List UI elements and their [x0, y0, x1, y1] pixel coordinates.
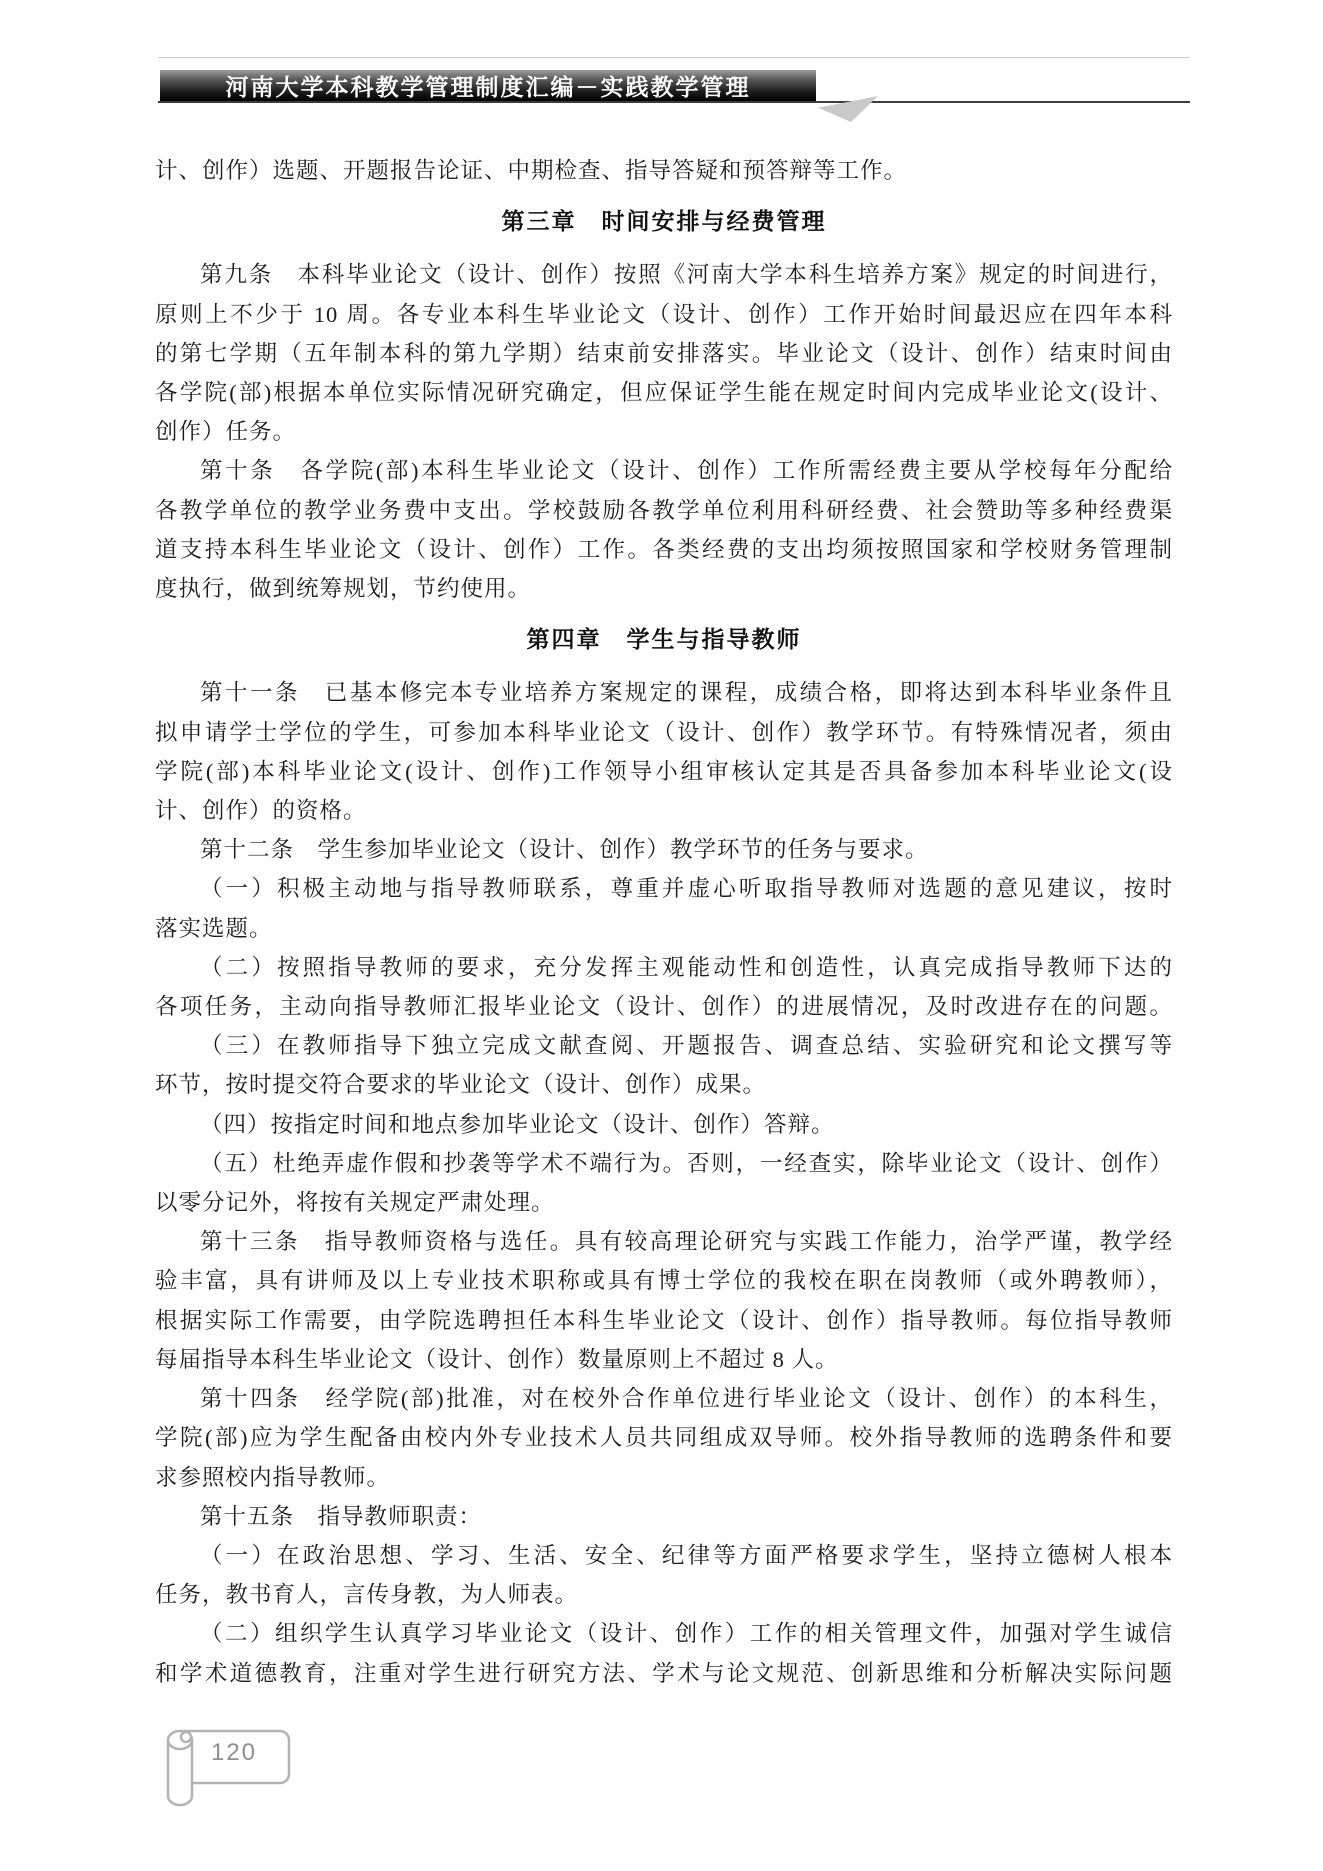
- text-line: 和学术道德教育，注重对学生进行研究方法、学术与论文规范、创新思维和分析解决实际问题: [155, 1660, 1173, 1686]
- text-line: 学院(部)应为学生配备由校内外专业技术人员共同组成双导师。校外指导教师的选聘条件和要: [155, 1425, 1173, 1451]
- header-bottom-rule: [158, 101, 1190, 103]
- text-line: 环节，按时提交符合要求的毕业论文（设计、创作）成果。: [155, 1072, 767, 1098]
- chapter-heading: 第四章 学生与指导教师: [526, 626, 802, 653]
- text-line: （一）在政治思想、学习、生活、安全、纪律等方面严格要求学生，坚持立德树人根本: [200, 1542, 1173, 1568]
- text-line: （二）组织学生认真学习毕业论文（设计、创作）工作的相关管理文件，加强对学生诚信: [200, 1621, 1173, 1647]
- text-line: 落实选题。: [155, 915, 273, 941]
- text-line: 求参照校内指导教师。: [155, 1464, 391, 1490]
- text-line: 第九条 本科毕业论文（设计、创作）按照《河南大学本科生培养方案》规定的时间进行，: [200, 262, 1173, 288]
- text-line: 验丰富，具有讲师及以上专业技术职称或具有博士学位的我校在职在岗教师（或外聘教师），: [155, 1268, 1173, 1294]
- text-line: 第十四条 经学院(部)批准，对在校外合作单位进行毕业论文（设计、创作）的本科生，: [200, 1386, 1173, 1412]
- page-footer: [160, 1726, 360, 1816]
- text-line: 学院(部)本科毕业论文(设计、创作)工作领导小组审核认定其是否具备参加本科毕业论文(设: [155, 758, 1173, 784]
- text-line: 各项任务，主动向指导教师汇报毕业论文（设计、创作）的进展情况，及时改进存在的问题。: [155, 994, 1173, 1020]
- text-line: 计、创作）的资格。: [155, 798, 367, 824]
- text-line: 第十二条 学生参加毕业论文（设计、创作）教学环节的任务与要求。: [200, 837, 929, 863]
- text-line: 任务，教书育人，言传身教，为人师表。: [155, 1582, 579, 1608]
- text-line: 第十一条 已基本修完本专业培养方案规定的课程，成绩合格，即将达到本科毕业条件且: [200, 680, 1173, 706]
- text-line: 计、创作）选题、开题报告论证、中期检查、指导答疑和预答辩等工作。: [155, 158, 908, 183]
- text-line: 根据实际工作需要，由学院选聘担任本科生毕业论文（设计、创作）指导教师。每位指导教师: [155, 1307, 1173, 1333]
- text-line: （三）在教师指导下独立完成文献查阅、开题报告、调查总结、实验研究和论文撰写等: [200, 1033, 1173, 1059]
- text-line: （一）积极主动地与指导教师联系，尊重并虚心听取指导教师对选题的意见建议，按时: [200, 876, 1173, 902]
- header-title: 河南大学本科教学管理制度汇编－实践教学管理: [225, 75, 751, 100]
- text-line: 原则上不少于 10 周。各专业本科生毕业论文（设计、创作）工作开始时间最迟应在四年本科: [155, 301, 1173, 327]
- text-line: （四）按指定时间和地点参加毕业论文（设计、创作）答辩。: [200, 1111, 835, 1137]
- page-number: 120: [210, 1739, 258, 1766]
- text-line: 各教学单位的教学业务费中支出。学校鼓励各教学单位利用科研经费、社会赞助等多种经费渠: [155, 497, 1173, 523]
- text-line: 以零分记外，将按有关规定严肃处理。: [155, 1190, 555, 1216]
- text-line: 创作）任务。: [155, 419, 297, 445]
- text-line: 度执行，做到统筹规划，节约使用。: [155, 576, 532, 602]
- header-banner: [160, 70, 816, 101]
- text-line: 第十条 各学院(部)本科生毕业论文（设计、创作）工作所需经费主要从学校每年分配给: [200, 458, 1173, 484]
- text-line: 拟申请学士学位的学生，可参加本科毕业论文（设计、创作）教学环节。有特殊情况者，须由: [155, 719, 1173, 745]
- text-line: （五）杜绝弄虚作假和抄袭等学术不端行为。否则，一经查实，除毕业论文（设计、创作）: [200, 1150, 1173, 1176]
- header-top-rule: [158, 57, 1190, 58]
- text-line: 第十三条 指导教师资格与选任。具有较高理论研究与实践工作能力，治学严谨，教学经: [200, 1229, 1173, 1255]
- text-line: 的第七学期（五年制本科的第九学期）结束前安排落实。毕业论文（设计、创作）结束时间由: [155, 340, 1173, 366]
- text-line: （二）按照指导教师的要求，充分发挥主观能动性和创造性，认真完成指导教师下达的: [200, 954, 1173, 980]
- document-body: [155, 151, 1173, 1693]
- banner-arrow-icon: [818, 96, 878, 122]
- text-line: 各学院(部)根据本单位实际情况研究确定，但应保证学生能在规定时间内完成毕业论文(设计、: [155, 380, 1173, 406]
- chapter-heading: 第三章 时间安排与经费管理: [501, 208, 827, 235]
- text-line: 每届指导本科生毕业论文（设计、创作）数量原则上不超过 8 人。: [155, 1346, 839, 1372]
- text-line: 第十五条 指导教师职责：: [200, 1503, 483, 1529]
- text-line: 道支持本科生毕业论文（设计、创作）工作。各类经费的支出均须按照国家和学校财务管理制: [155, 536, 1173, 562]
